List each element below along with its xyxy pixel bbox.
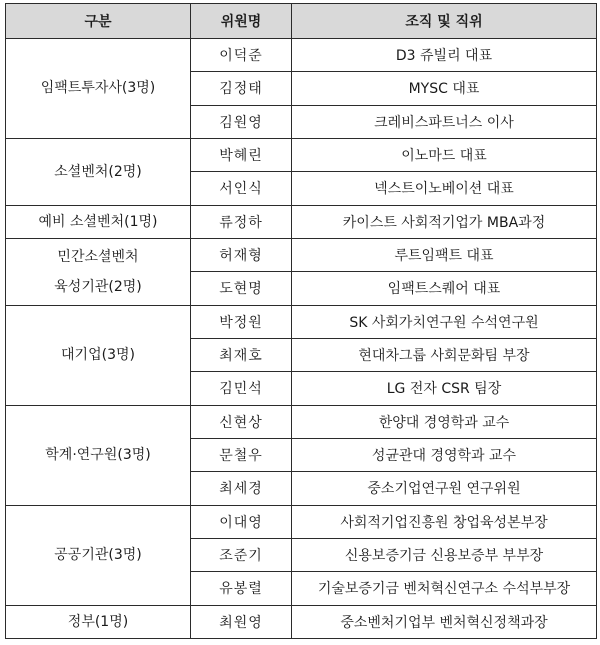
member-name: 허재형	[191, 238, 292, 271]
member-position: MYSC 대표	[292, 72, 597, 105]
member-position: 한양대 경영학과 교수	[292, 405, 597, 438]
member-position: LG 전자 CSR 팀장	[292, 372, 597, 405]
header-row	[6, 4, 597, 39]
member-name: 최세경	[191, 472, 292, 505]
member-name: 이대영	[191, 505, 292, 538]
member-name: 박정원	[191, 305, 292, 338]
category-line: 민간소셜벤처	[57, 248, 139, 265]
member-position: 성균관대 경영학과 교수	[292, 438, 597, 471]
member-position: 카이스트 사회적기업가 MBA과정	[292, 205, 597, 238]
table-row	[6, 138, 597, 171]
category-cell: 학계·연구원(3명)	[6, 405, 191, 505]
member-name: 유봉렬	[191, 572, 292, 605]
table-row	[6, 305, 597, 338]
member-position: 신용보증기금 신용보증부 부부장	[292, 538, 597, 571]
category-cell: 임팩트투자사(3명)	[6, 39, 191, 139]
committee-table	[5, 3, 597, 639]
category-cell	[6, 238, 191, 305]
category-cell: 대기업(3명)	[6, 305, 191, 405]
table-row	[6, 605, 597, 638]
member-name: 최원영	[191, 605, 292, 638]
member-name: 조준기	[191, 538, 292, 571]
member-name: 문철우	[191, 438, 292, 471]
member-position: 크레비스파트너스 이사	[292, 105, 597, 138]
member-position: 임팩트스퀘어 대표	[292, 272, 597, 305]
member-position: D3 쥬빌리 대표	[292, 39, 597, 72]
member-position: 기술보증기금 벤처혁신연구소 수석부부장	[292, 572, 597, 605]
member-name: 김정태	[191, 72, 292, 105]
header-position: 조직 및 직위	[292, 4, 597, 39]
member-name: 최재호	[191, 338, 292, 371]
header-category: 구분	[6, 4, 191, 39]
member-name: 신현상	[191, 405, 292, 438]
member-name: 이덕준	[191, 39, 292, 72]
member-name: 서인식	[191, 172, 292, 205]
member-position: 중소벤처기업부 벤처혁신정책과장	[292, 605, 597, 638]
member-name: 류정하	[191, 205, 292, 238]
table-row	[6, 238, 597, 271]
category-cell: 공공기관(3명)	[6, 505, 191, 605]
header-member: 위원명	[191, 4, 292, 39]
table-row	[6, 505, 597, 538]
member-name: 김민석	[191, 372, 292, 405]
member-position: 중소기업연구원 연구위원	[292, 472, 597, 505]
member-position: 이노마드 대표	[292, 138, 597, 171]
category-cell: 정부(1명)	[6, 605, 191, 638]
table-row	[6, 205, 597, 238]
member-name: 박혜린	[191, 138, 292, 171]
table-row	[6, 405, 597, 438]
table-row	[6, 39, 597, 72]
member-position: SK 사회가치연구원 수석연구원	[292, 305, 597, 338]
member-position: 루트임팩트 대표	[292, 238, 597, 271]
member-position: 현대차그룹 사회문화팀 부장	[292, 338, 597, 371]
member-position: 사회적기업진흥원 창업육성본부장	[292, 505, 597, 538]
member-position: 넥스트이노베이션 대표	[292, 172, 597, 205]
member-name: 김원영	[191, 105, 292, 138]
member-name: 도현명	[191, 272, 292, 305]
category-cell: 예비 소셜벤처(1명)	[6, 205, 191, 238]
category-cell: 소셜벤처(2명)	[6, 138, 191, 205]
category-line: 육성기관(2명)	[54, 278, 142, 295]
